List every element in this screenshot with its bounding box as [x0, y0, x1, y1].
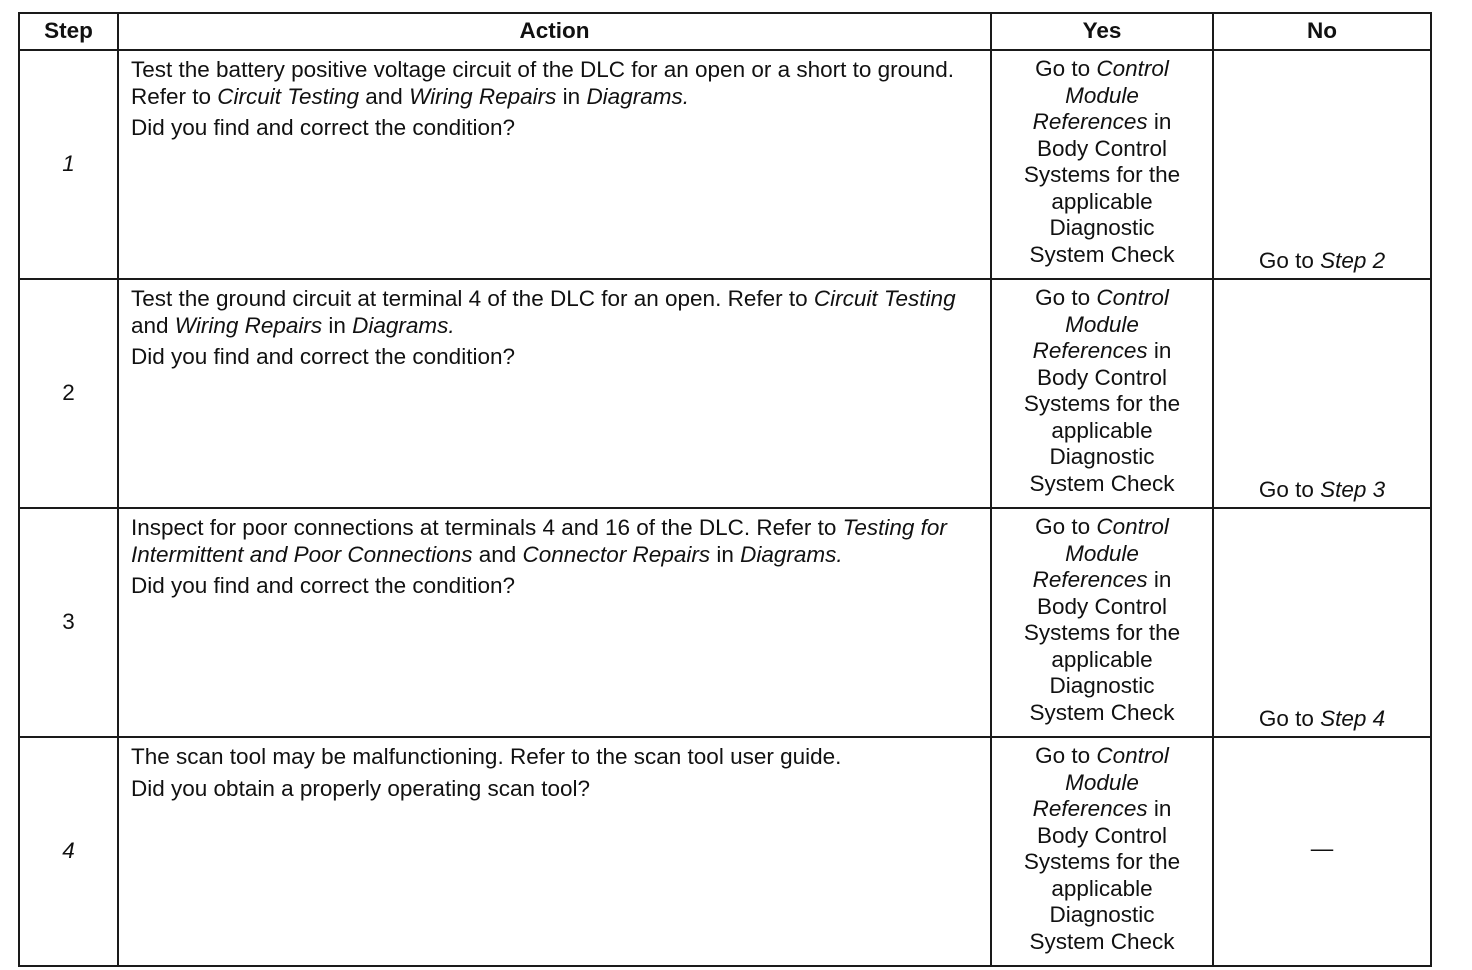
step-number: 4	[19, 737, 118, 966]
header-yes: Yes	[991, 13, 1213, 50]
action-question: Did you find and correct the condition?	[131, 344, 515, 369]
header-no: No	[1213, 13, 1431, 50]
yes-cell: Go to Control Module References in Body Control Systems for the applicable Diagnostic System Check	[991, 737, 1213, 966]
table-row	[19, 279, 1431, 508]
table-row	[19, 50, 1431, 279]
header-row	[19, 13, 1431, 50]
yes-cell: Go to Control Module References in Body Control Systems for the applicable Diagnostic System Check	[991, 279, 1213, 508]
no-cell: Go to Step 2	[1213, 50, 1431, 279]
action-question: Did you find and correct the condition?	[131, 573, 515, 598]
diagnostic-table	[18, 12, 1432, 967]
no-cell: Go to Step 4	[1213, 508, 1431, 737]
yes-cell: Go to Control Module References in Body Control Systems for the applicable Diagnostic System Check	[991, 50, 1213, 279]
step-number: 1	[19, 50, 118, 279]
header-action: Action	[118, 13, 991, 50]
no-cell: Go to Step 3	[1213, 279, 1431, 508]
step-number: 2	[19, 279, 118, 508]
yes-cell: Go to Control Module References in Body Control Systems for the applicable Diagnostic System Check	[991, 508, 1213, 737]
action-text: Test the ground circuit at terminal 4 of the DLC for an open. Refer to Circuit Testing and Wiring Repairs in Diagrams.	[131, 286, 956, 338]
action-question: Did you obtain a properly operating scan tool?	[131, 775, 591, 801]
action-text: The scan tool may be malfunctioning. Refer to the scan tool user guide.	[131, 744, 842, 769]
step-number: 3	[19, 508, 118, 737]
action-text: Test the battery positive voltage circuit of the DLC for an open or a short to ground. Refer to Circuit Testing and Wiring Repairs in Diagrams.	[131, 57, 954, 109]
action-cell	[118, 279, 991, 508]
action-cell	[118, 737, 991, 966]
header-step: Step	[19, 13, 118, 50]
action-question: Did you find and correct the condition?	[131, 115, 515, 140]
action-cell	[118, 508, 991, 737]
no-cell: —	[1213, 737, 1431, 966]
action-text: Inspect for poor connections at terminals 4 and 16 of the DLC. Refer to Testing for Intermittent and Poor Connections and Connector Repairs in Diagrams.	[131, 515, 947, 567]
table-row	[19, 508, 1431, 737]
action-cell	[118, 50, 991, 279]
table-row	[19, 737, 1431, 966]
